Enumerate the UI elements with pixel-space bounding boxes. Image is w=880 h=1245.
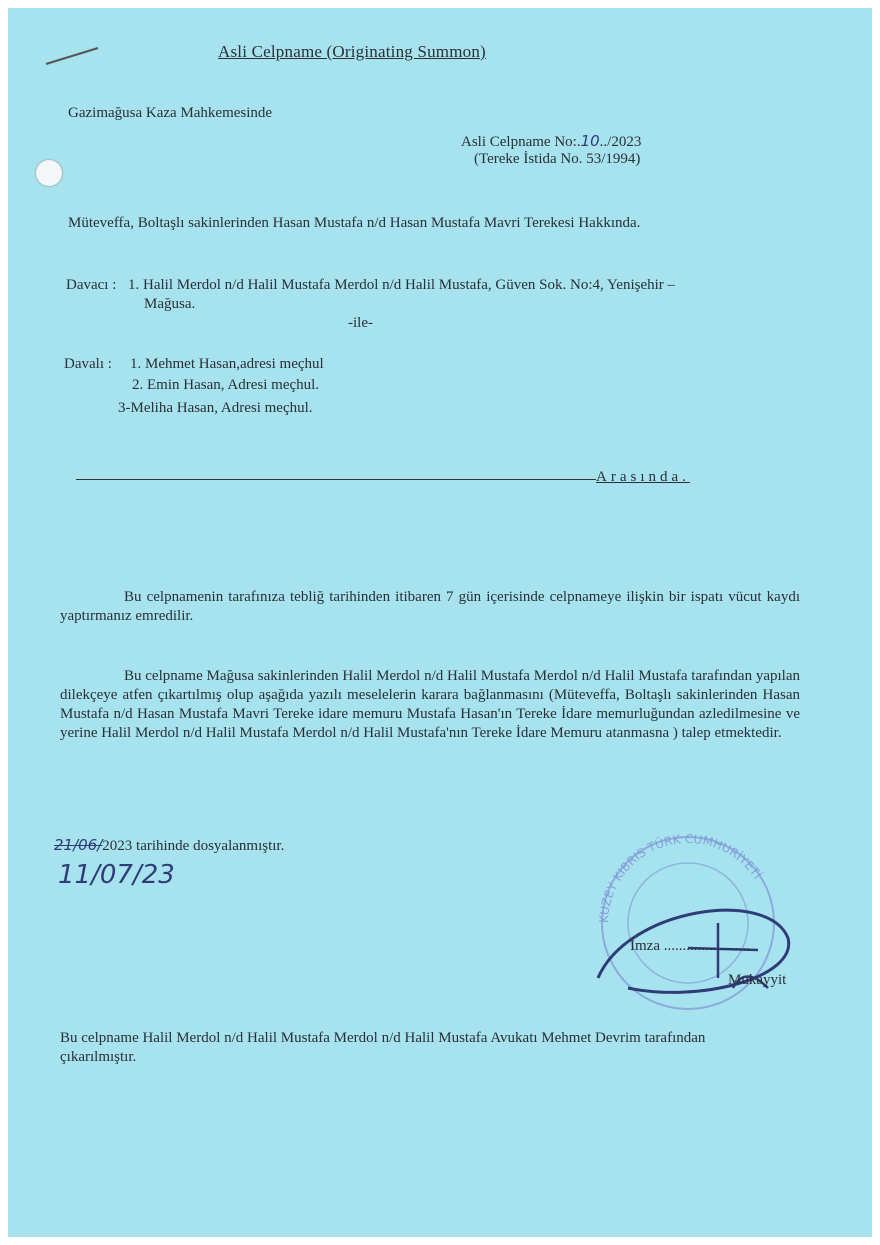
ile-separator: -ile- xyxy=(348,315,373,331)
court-name: Gazimağusa Kaza Mahkemesinde xyxy=(68,105,273,121)
stamp-text: KUZEY KIBRIS TÜRK CUMHURİYETİ xyxy=(596,831,765,924)
arasinda-label: Arasında. xyxy=(596,469,690,485)
summons-number xyxy=(461,132,641,151)
court-stamp-icon xyxy=(568,828,808,1018)
summons-number-suffix: ../2023 xyxy=(599,134,642,150)
filed-date-handwritten: 11/07/23 xyxy=(58,860,175,890)
summons-number-handwritten: 10 xyxy=(580,132,600,150)
separator-line xyxy=(76,479,596,480)
paragraph-2-text: Bu celpname Mağusa sakinlerinden Halil Merdol n/d Halil Mustafa Merdol n/d Halil Mustafa tarafından yapılan dilekçeye atfen çıkartılmış olup aşağıda yazılı meselelerin karara bağlanmasını (Müteveffa, Boltaşlı sakinlerinden Hasan Mustafa n/d Hasan Mustafa Mavri Tereke idare memuru Mustafa Hasan'ın Tereke İdare memurluğundan azledilmesine ve yerine Halil Merdol n/d Halil Mustafa Merdol n/d Halil Mustafa'nın Tereke İdare Memuru atanmasna ) talep etmektedir. xyxy=(60,668,800,741)
defendant-2: 2. Emin Hasan, Adresi meçhul. xyxy=(132,377,320,393)
estate-reference: (Tereke İstida No. 53/1994) xyxy=(474,151,641,167)
pen-stroke-mark xyxy=(42,44,102,68)
defendant-1: 1. Mehmet Hasan,adresi meçhul xyxy=(130,356,324,372)
filed-date-line xyxy=(54,836,284,855)
summons-number-prefix: Asli Celpname No:. xyxy=(461,134,581,150)
signature-label: İmza ....................... xyxy=(630,938,750,954)
document-title: Asli Celpname (Originating Summon) xyxy=(218,42,486,61)
paragraph-1 xyxy=(60,588,800,626)
document-page xyxy=(8,8,872,1237)
filed-date-struck: 21/06/ xyxy=(54,836,103,854)
defendant-3: 3-Meliha Hasan, Adresi meçhul. xyxy=(118,400,313,416)
defendant-label: Davalı : xyxy=(64,356,112,372)
filed-date-year: 2023 xyxy=(102,838,133,854)
footer-note: Bu celpname Halil Merdol n/d Halil Mustafa Merdol n/d Halil Mustafa Avukatı Mehmet Devrim tarafından çıkarılmıştır. xyxy=(60,1030,706,1065)
punch-hole xyxy=(36,160,62,186)
plaintiff-line-2: Mağusa. xyxy=(144,296,196,312)
plaintiff-line-1: 1. Halil Merdol n/d Halil Mustafa Merdol n/d Halil Mustafa, Güven Sok. No:4, Yenişehir – xyxy=(128,277,676,293)
paragraph-1-text: Bu celpnamenin tarafınıza tebliğ tarihinden itibaren 7 gün içerisinde celpnameye ilişkin bir ispatı vücut kaydı yaptırmanız emredilir. xyxy=(60,589,800,624)
paragraph-2 xyxy=(60,667,800,743)
registrar-label: Mukayyit xyxy=(728,972,787,988)
filed-date-suffix: tarihinde dosyalanmıştır. xyxy=(132,838,285,854)
plaintiff-label: Davacı : xyxy=(66,277,117,293)
subject-line: Müteveffa, Boltaşlı sakinlerinden Hasan Mustafa n/d Hasan Mustafa Mavri Terekesi Hakkında. xyxy=(68,215,641,231)
